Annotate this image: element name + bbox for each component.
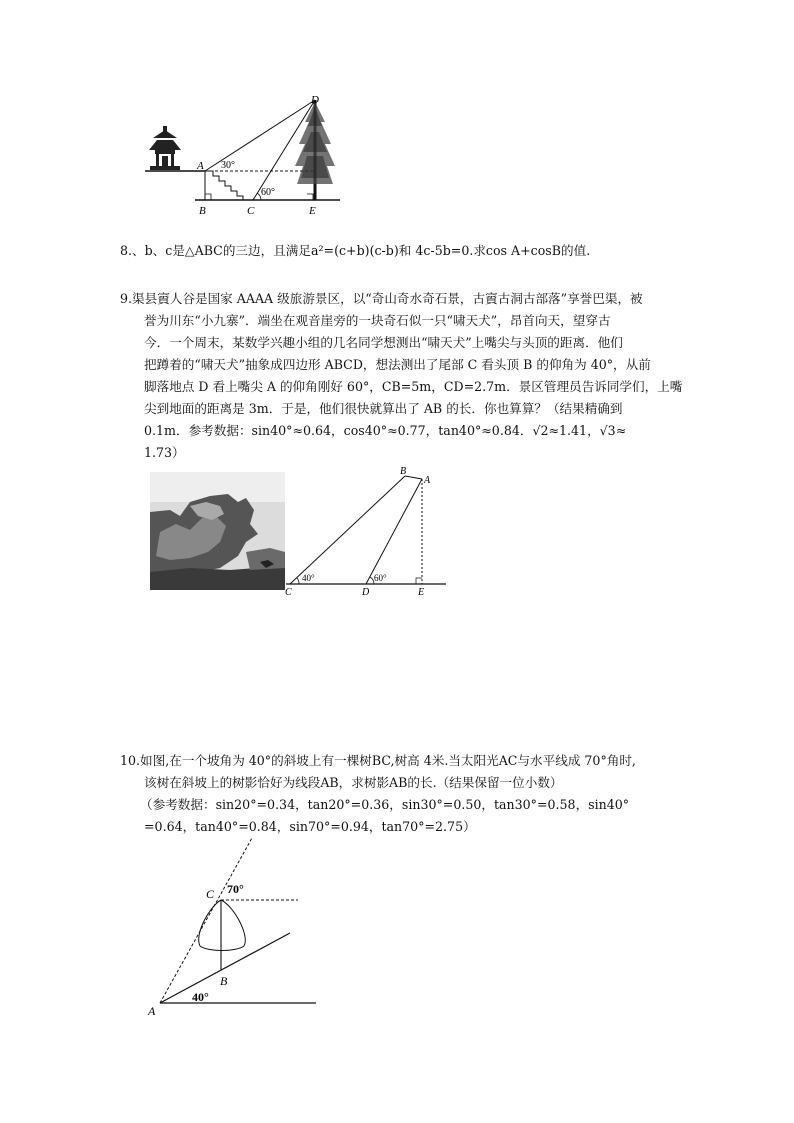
- label-e: E: [418, 587, 425, 598]
- label-a: A: [197, 160, 204, 172]
- question-9: [120, 288, 682, 464]
- label-c: C: [247, 205, 255, 217]
- figure-tree-on-slope: [140, 838, 330, 1020]
- q10-line-2: 该树在斜坡上的树影恰好为线段AB，求树影AB的长.（结果保留一位小数）: [144, 775, 563, 790]
- q10-line-1: 10.如图,在一个坡角为 40°的斜坡上有一棵树BC,树高 4米.当太阳光AC与水平线成 70°角时,: [120, 753, 636, 768]
- angle-40: 40°: [302, 573, 315, 583]
- angle-30: 30°: [221, 160, 235, 171]
- label-d: D: [311, 94, 319, 106]
- label-b: B: [220, 974, 228, 988]
- question-10: [120, 750, 636, 838]
- label-a: A: [424, 475, 431, 486]
- figure-geometry-abcd: [282, 465, 452, 600]
- q10-line-4: =0.64，tan40°=0.84，sin70°=0.94，tan70°=2.75）: [144, 819, 476, 834]
- angle-60: 60°: [261, 187, 275, 198]
- label-b: B: [400, 466, 407, 477]
- q9-line-7: 0.1m．参考数据：sin40°≈0.64，cos40°≈0.77，tan40°≈0.84．√2≈1.41，√3≈: [144, 423, 627, 438]
- q9-line-4: 把蹲着的“啸天犬”抽象成四边形 ABCD，想法测出了尾部 C 看头顶 B 的仰角为 40°，从前: [144, 357, 651, 372]
- stairs: [205, 171, 249, 200]
- label-c: C: [285, 587, 292, 598]
- q9-line-1: 9.渠县賨人谷是国家 AAAA 级旅游景区，以“奇山奇水奇石景，古賨古洞古部落”享誉巴渠，被: [120, 291, 643, 306]
- label-e: E: [309, 205, 316, 217]
- q9-line-5: 脚落地点 D 看上嘴尖 A 的仰角刚好 60°，CB=5m，CD=2.7m．景区管理员告诉同学们，上嘴: [144, 379, 683, 394]
- tree-drawing: [295, 102, 335, 184]
- question-8: 8.、b、c是△ABC的三边，且满足a²=(c+b)(c-b)和 4c-5b=0.求cos A+cosB的值.: [120, 243, 591, 258]
- label-c: C: [206, 887, 215, 901]
- tree-crown: [199, 900, 246, 951]
- q9-line-6: 尖到地面的距离是 3m．于是，他们很快就算出了 AB 的长．你也算算？（结果精确到: [144, 401, 623, 416]
- q10-line-3: （参考数据：sin20°=0.34，tan20°=0.36，sin30°=0.50，tan30°=0.58，sin40°: [140, 797, 630, 812]
- label-b: B: [199, 205, 206, 217]
- q9-line-3: 今．一个周末，某数学兴趣小组的几名同学想测出“啸天犬”上嘴尖与头顶的距离．他们: [144, 335, 623, 350]
- angle-70: 70°: [227, 882, 244, 896]
- angle-60: 60°: [374, 573, 387, 583]
- figure-rock-photo: [150, 472, 285, 590]
- figure-pavilion-tree: [145, 92, 345, 220]
- pavilion-drawing: [149, 126, 181, 170]
- label-d: D: [362, 587, 370, 598]
- angle-40: 40°: [192, 990, 209, 1004]
- label-a: A: [148, 1004, 156, 1018]
- q9-line-2: 誉为川东“小九寨”．端坐在观音崖旁的一块奇石似一只“啸天犬”，昂首向天，望穿古: [144, 313, 611, 328]
- q9-line-8: 1.73）: [144, 445, 185, 460]
